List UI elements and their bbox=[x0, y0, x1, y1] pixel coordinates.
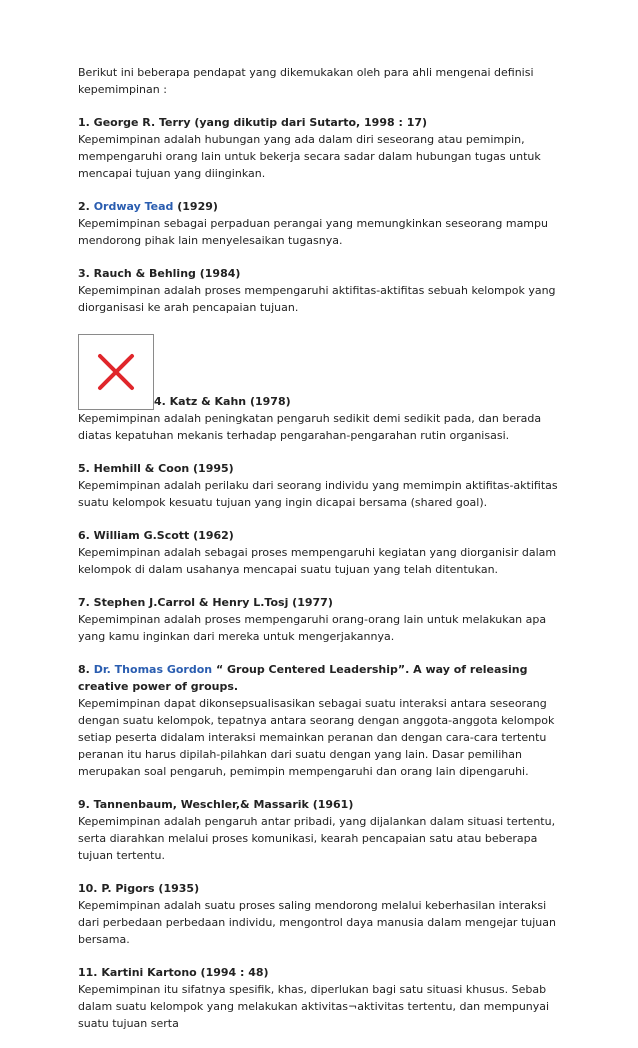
entry-number: 2. bbox=[78, 200, 90, 213]
definition-entry-8 bbox=[78, 661, 564, 780]
definition-entry-10 bbox=[78, 880, 564, 948]
entry-number: 8. bbox=[78, 663, 90, 676]
definition-entry-1 bbox=[78, 114, 564, 182]
entry-body: Kepemimpinan adalah proses mempengaruhi aktifitas-aktifitas sebuah kelompok yang diorganisasi ke arah pencapaian tujuan. bbox=[78, 284, 556, 314]
entry-body: Kepemimpinan sebagai perpaduan perangai yang memungkinkan seseorang mampu mendorong pihak lain menyelesaikan tugasnya. bbox=[78, 217, 548, 247]
entry-year: (1929) bbox=[177, 200, 218, 213]
entry-title: “ Group Centered Leadership”. A way of releasing creative power of groups. bbox=[78, 663, 528, 693]
definition-entry-11 bbox=[78, 964, 564, 1032]
entry-body: Kepemimpinan adalah peningkatan pengaruh sedikit demi sedikit pada, dan berada diatas kepatuhan mekanis terhadap pengarahan-pengarahan rutin organisasi. bbox=[78, 412, 542, 442]
entry-heading: 1. George R. Terry (yang dikutip dari Sutarto, 1998 : 17) bbox=[78, 116, 428, 129]
entry-body: Kepemimpinan dapat dikonsepsualisasikan sebagai suatu interaksi antara seseorang dengan suatu kelompok, tepatnya antara seorang dengan anggota-anggota kelompok setiap peserta didalam interaksi memainkan peranan dan dengan cara-cara tertentu peranan itu harus dipilah-pilahkan dari suatu dengan yang lain. Dasar pemilihan merupakan soal pengaruh, pemimpin mempengaruhi dan orang lain dipengaruhi. bbox=[78, 697, 555, 778]
intro-text: Berikut ini beberapa pendapat yang dikemukakan oleh para ahli mengenai definisi kepemimpinan : bbox=[78, 66, 534, 96]
entry-body: Kepemimpinan adalah proses mempengaruhi orang-orang lain untuk melakukan apa yang kamu inginkan dari mereka untuk mengerjakannya. bbox=[78, 613, 547, 643]
entry-body: Kepemimpinan adalah suatu proses saling mendorong melalui keberhasilan interaksi dari perbedaan perbedaan individu, mengontrol daya manusia dalam mengejar tujuan bersama. bbox=[78, 899, 556, 946]
ordway-tead-link[interactable]: Ordway Tead bbox=[93, 200, 174, 213]
entry-heading: 9. Tannenbaum, Weschler,& Massarik (1961) bbox=[78, 798, 354, 811]
broken-image-icon bbox=[78, 334, 154, 410]
entry-heading: 5. Hemhill & Coon (1995) bbox=[78, 462, 234, 475]
entry-body: Kepemimpinan adalah hubungan yang ada dalam diri seseorang atau pemimpin, mempengaruhi orang lain untuk bekerja secara sadar dalam hubungan tugas untuk mencapai tujuan yang diinginkan. bbox=[78, 133, 541, 180]
definition-entry-2 bbox=[78, 198, 564, 249]
entry-heading: 11. Kartini Kartono (1994 : 48) bbox=[78, 966, 269, 979]
entry-body: Kepemimpinan adalah pengaruh antar pribadi, yang dijalankan dalam situasi tertentu, serta diarahkan melalui proses komunikasi, kearah pencapaian satu atau beberapa tujuan tertentu. bbox=[78, 815, 556, 862]
entry-heading: 3. Rauch & Behling (1984) bbox=[78, 267, 241, 280]
definition-entry-3 bbox=[78, 265, 564, 316]
entry-heading: 4. Katz & Kahn (1978) bbox=[154, 395, 291, 408]
entry-heading: 7. Stephen J.Carrol & Henry L.Tosj (1977) bbox=[78, 596, 333, 609]
definition-entry-7 bbox=[78, 594, 564, 645]
entry-heading: 10. P. Pigors (1935) bbox=[78, 882, 200, 895]
entry-body: Kepemimpinan adalah perilaku dari seorang individu yang memimpin aktifitas-aktifitas suatu kelompok kesuatu tujuan yang ingin dicapai bersama (shared goal). bbox=[78, 479, 558, 509]
definition-entry-4 bbox=[78, 334, 564, 444]
entry-heading bbox=[78, 661, 564, 695]
document-page bbox=[78, 64, 564, 1048]
entry-body: Kepemimpinan itu sifatnya spesifik, khas, diperlukan bagi satu situasi khusus. Sebab dalam suatu kelompok yang melakukan aktivitas¬aktivitas tertentu, dan mempunyai suatu tujuan serta bbox=[78, 983, 550, 1030]
entry-heading bbox=[78, 198, 564, 215]
definition-entry-9 bbox=[78, 796, 564, 864]
entry-heading: 6. William G.Scott (1962) bbox=[78, 529, 234, 542]
definition-entry-6 bbox=[78, 527, 564, 578]
definition-entry-5 bbox=[78, 460, 564, 511]
entry-heading-line bbox=[78, 334, 564, 410]
thomas-gordon-link[interactable]: Dr. Thomas Gordon bbox=[93, 663, 213, 676]
entry-body: Kepemimpinan adalah sebagai proses mempengaruhi kegiatan yang diorganisir dalam kelompok di dalam usahanya mencapai suatu tujuan yang telah ditentukan. bbox=[78, 546, 557, 576]
